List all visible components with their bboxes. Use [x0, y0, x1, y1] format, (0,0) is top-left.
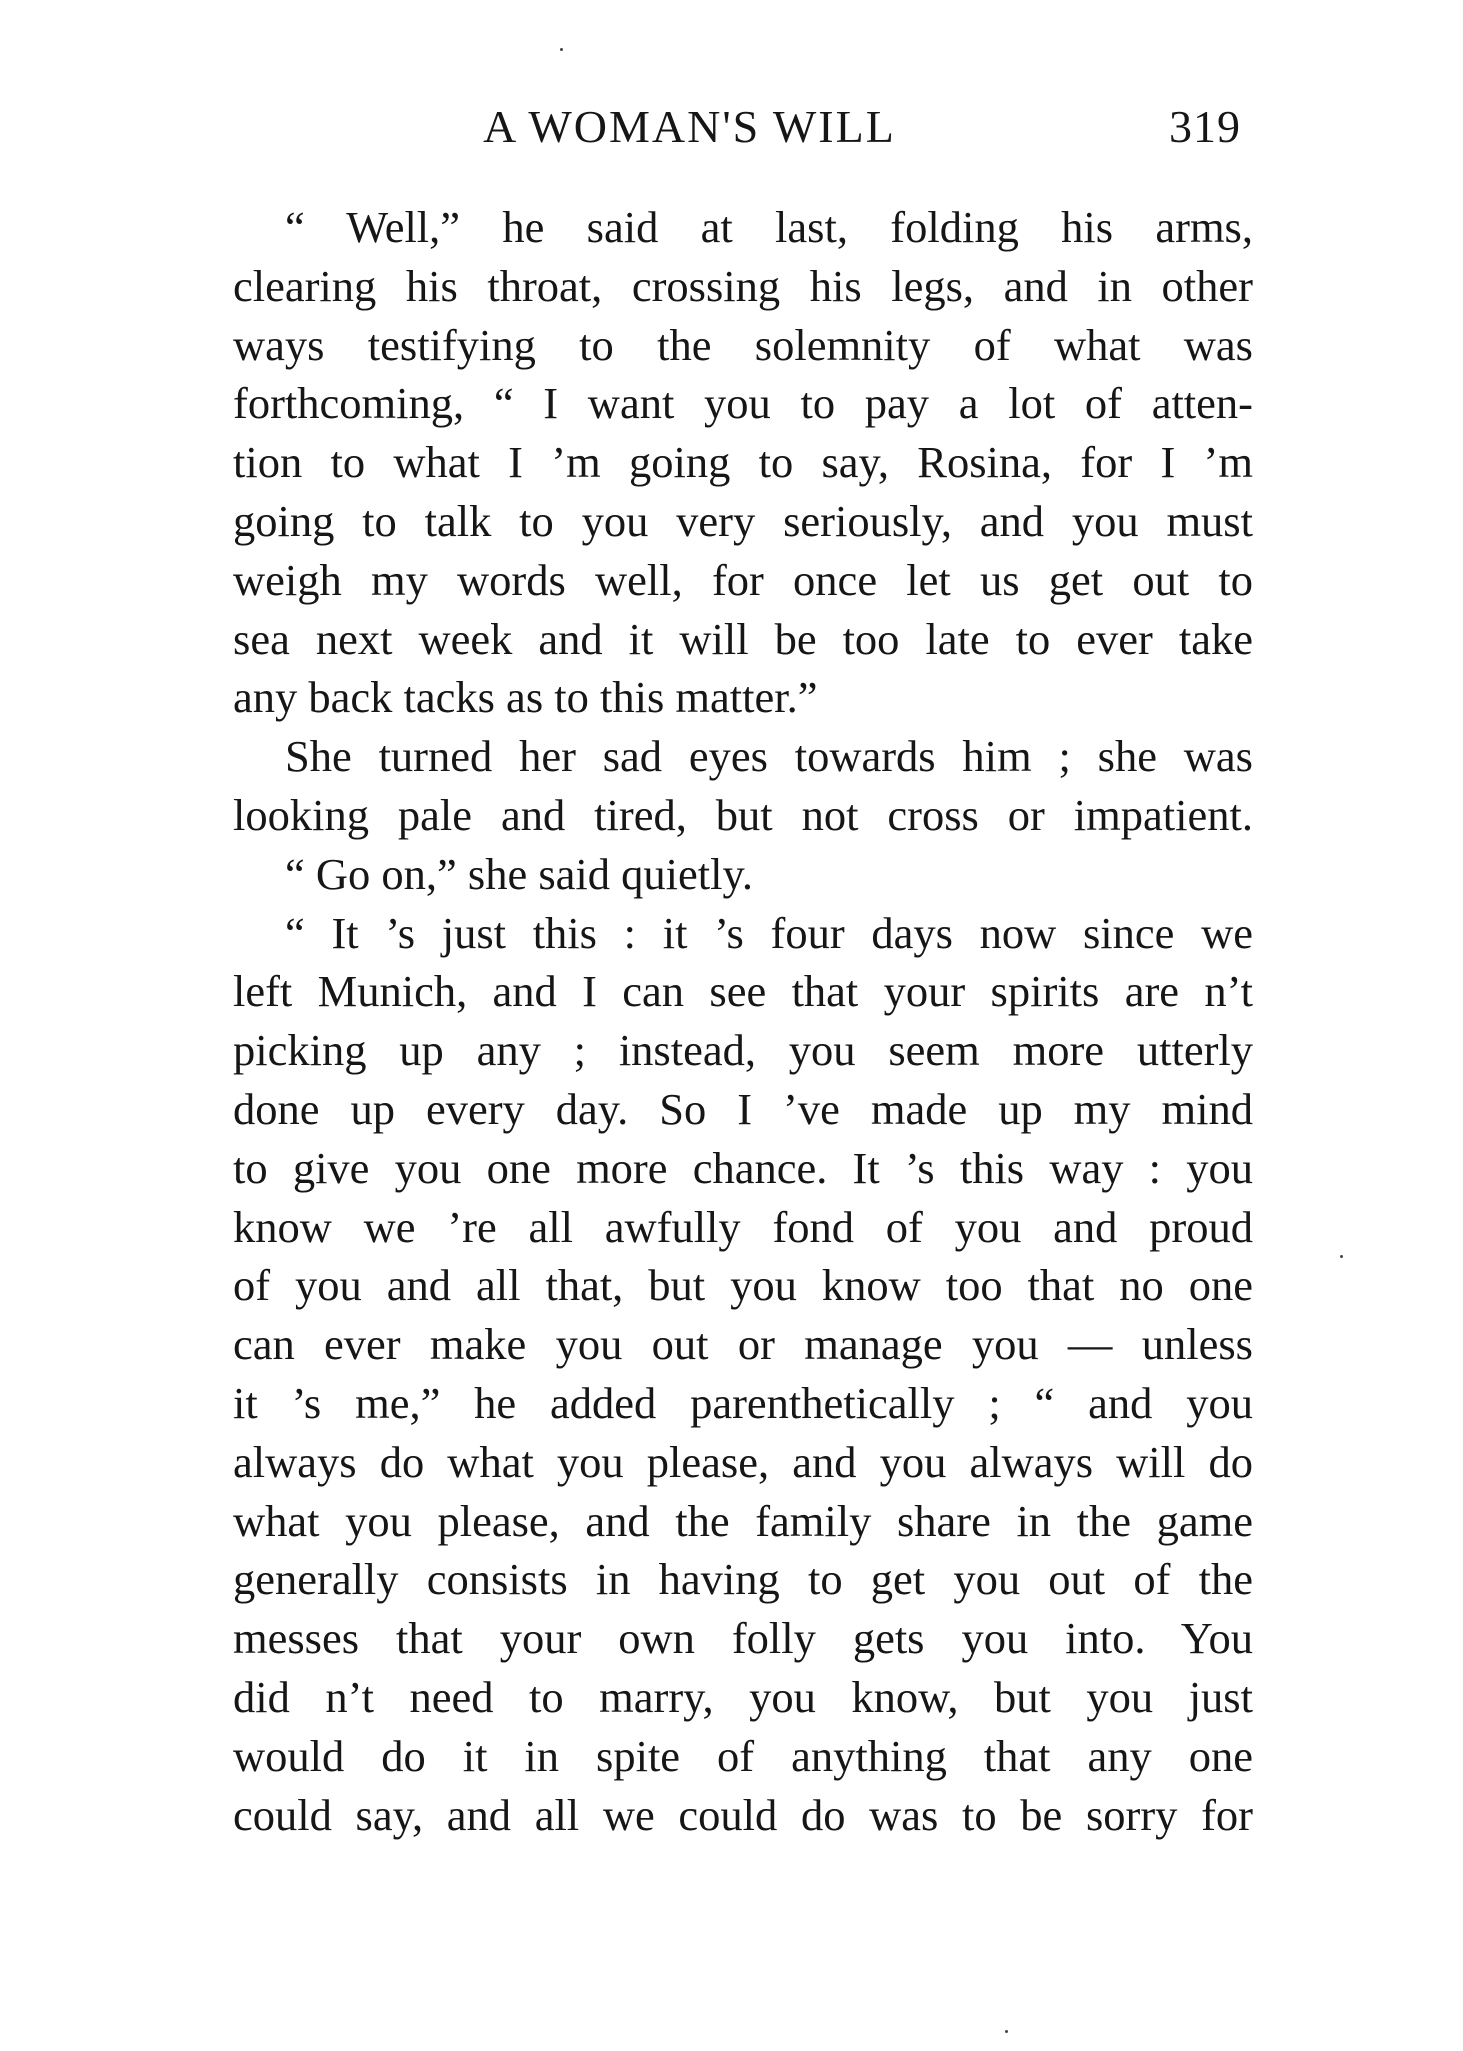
- text-line: left Munich, and I can see that your spirits are n’t: [233, 966, 1253, 1017]
- text-line: of you and all that, but you know too that no one: [233, 1260, 1253, 1311]
- text-line: ways testifying to the solemnity of what was: [233, 319, 1253, 370]
- text-line: done up every day. So I ’ve made up my mind: [233, 1083, 1253, 1134]
- text-line: what you please, and the family share in the game: [233, 1495, 1253, 1546]
- running-head: [233, 100, 1253, 170]
- text-line: “ Well,” he said at last, folding his arms,: [285, 202, 1253, 252]
- body-text: [233, 198, 1253, 1844]
- text-line: did n’t need to marry, you know, but you just: [233, 1671, 1253, 1722]
- text-line: weigh my words well, for once let us get out to: [233, 554, 1253, 605]
- text-line: going to talk to you very seriously, and you must: [233, 495, 1253, 546]
- paper-speck: [1005, 2030, 1008, 2033]
- text-line: would do it in spite of anything that any one: [233, 1730, 1253, 1781]
- paper-speck: [560, 48, 563, 51]
- text-line: know we ’re all awfully fond of you and proud: [233, 1201, 1253, 1252]
- text-line: it ’s me,” he added parenthetically ; “ and you: [233, 1377, 1253, 1428]
- text-line: “ Go on,” she said quietly.: [285, 848, 753, 899]
- text-line: She turned her sad eyes towards him ; she was: [285, 731, 1253, 782]
- running-title: A WOMAN'S WILL: [483, 101, 896, 152]
- text-line: could say, and all we could do was to be sorry for: [233, 1789, 1253, 1840]
- text-line: generally consists in having to get you out of the: [233, 1554, 1253, 1605]
- text-line: sea next week and it will be too late to ever take: [233, 613, 1253, 664]
- page-number: 319: [1169, 101, 1241, 152]
- text-line: any back tacks as to this matter.”: [233, 672, 818, 723]
- paper-speck: [1340, 1255, 1343, 1258]
- text-line: tion to what I ’m going to say, Rosina, for I ’m: [233, 437, 1253, 488]
- text-line: looking pale and tired, but not cross or impatient.: [233, 789, 1253, 840]
- text-line: always do what you please, and you always will do: [233, 1436, 1253, 1487]
- text-line: can ever make you out or manage you — unless: [233, 1319, 1253, 1370]
- text-line: messes that your own folly gets you into. You: [233, 1613, 1253, 1664]
- text-line: clearing his throat, crossing his legs, and in other: [233, 260, 1253, 311]
- text-line: picking up any ; instead, you seem more utterly: [233, 1025, 1253, 1076]
- text-line: “ It ’s just this : it ’s four days now since we: [285, 907, 1253, 958]
- text-line: forthcoming, “ I want you to pay a lot of atten-: [233, 378, 1253, 429]
- text-line: to give you one more chance. It ’s this way : you: [233, 1142, 1253, 1193]
